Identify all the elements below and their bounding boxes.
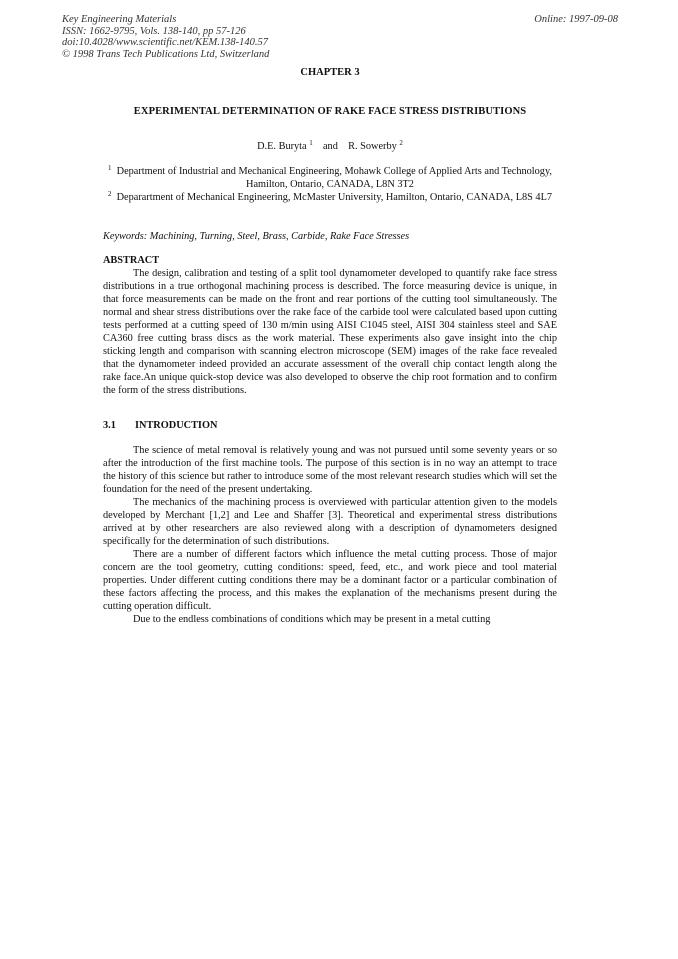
- affiliation-mark: 2: [399, 139, 403, 147]
- affiliation-text: Deparartment of Mechanical Engineering, McMaster University, Hamilton, Ontario, CANADA, L8S 4L7: [116, 192, 553, 203]
- section-heading: [103, 419, 557, 432]
- paragraph: Due to the endless combinations of conditions which may be present in a metal cutting: [133, 614, 491, 625]
- paragraph: There are a number of different factors which influence the metal cutting process. Those of major concern are the tool geometry, cutting conditions: speed, feed, etc., and work piece and tool material properties. Under different cutting conditions there may be a dominant factor or a particular combination of these factors affecting the process, and this makes the explanation of the mechanisms present during the cutting operation difficult.: [103, 549, 557, 612]
- paragraph: The science of metal removal is relatively young and was not pursued until some seventy years or so after the introduction of the first machine tools. The purpose of this section is in no way an attempt to trace the history of this science but rather to introduce some of the most relevant research studies which will set the foundation for the need of the present undertaking.: [103, 445, 557, 495]
- paper-title: EXPERIMENTAL DETERMINATION OF RAKE FACE STRESS DISTRIBUTIONS: [133, 106, 527, 117]
- section-title: INTRODUCTION: [135, 420, 218, 431]
- copyright-line: © 1998 Trans Tech Publications Ltd, Switzerland: [62, 48, 270, 60]
- author-conjunction: and: [322, 141, 338, 152]
- publication-header: [62, 14, 269, 60]
- affiliation-mark: 2: [107, 190, 112, 198]
- author-name: R. Sowerby: [348, 141, 397, 152]
- author-line: [103, 140, 557, 153]
- abstract-text: The design, calibration and testing of a split tool dynamometer developed to quantify rake face stress distributions in a true orthogonal machining process is described. The force measuring device is unique, in that force measurements can be made on the front and rear portions of the cutting tool simultaneously. The normal and shear stress distributions over the rake face of the carbide tool were calculated based upon cutting tests performed at a cutting speed of 130 m/min using AISI C1045 steel, AISI 304 stainless steel and SAE CA360 free cutting brass discs as the work material. These experiments also gave insight into the chip sticking length and comparison with scanning electron microscope (SEM) images of the rake face revealed that the dynamometer indeed provided an accurate assessment of the overall chip contact length along the rake face.An unique quick-stop device was also developed to observe the chip root formation and to confirm the form of the stress distributions.: [103, 268, 557, 396]
- chapter-heading: CHAPTER 3: [300, 67, 360, 78]
- abstract-section: [103, 254, 557, 397]
- keywords: Keywords: Machining, Turning, Steel, Brass, Carbide, Rake Face Stresses: [103, 231, 410, 242]
- online-date: Online: 1997-09-08: [534, 14, 618, 25]
- journal-name: Key Engineering Materials: [62, 14, 177, 25]
- doi-line: doi:10.4028/www.scientific.net/KEM.138-140.57: [62, 37, 268, 48]
- paragraph: The mechanics of the machining process is overviewed with particular attention given to the models developed by Merchant [1,2] and Lee and Shaffer [3]. Theoretical and experimental stress distributions arrived at by other researchers are also reviewed along with a description of dynamometers designed specifically for the determination of such distributions.: [103, 497, 557, 547]
- issn-line: ISSN: 1662-9795, Vols. 138-140, pp 57-126: [62, 25, 246, 37]
- affiliation-1: [103, 165, 557, 191]
- affiliation-text: Department of Industrial and Mechanical Engineering, Mohawk College of Applied Arts and Technology, Hamilton, Ontario, CANADA, L8N 3T2: [116, 166, 552, 190]
- affiliation-mark: 1: [107, 164, 112, 172]
- author-name: D.E. Buryta: [257, 141, 307, 152]
- section-number: 3.1: [103, 420, 116, 431]
- abstract-heading: ABSTRACT: [103, 255, 160, 266]
- affiliation-mark: 1: [309, 139, 313, 147]
- paper-body: [103, 66, 557, 626]
- affiliation-2: [103, 191, 557, 204]
